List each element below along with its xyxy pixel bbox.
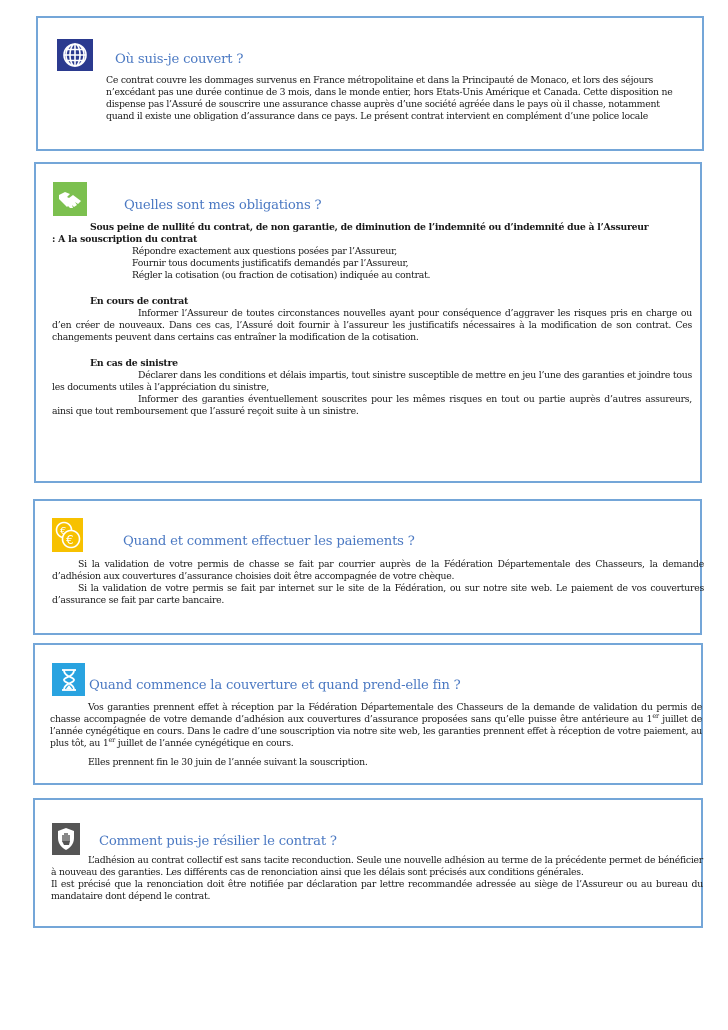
subsection-heading: : A la souscription du contrat — [52, 234, 198, 245]
paragraph: Elles prennent fin le 30 juin de l’année suivant la souscription. — [88, 757, 368, 768]
section-coverage-period — [33, 643, 703, 785]
svg-text:€: € — [59, 526, 66, 537]
section-title: Où suis-je couvert ? — [115, 52, 244, 67]
paragraph: Informer des garanties éventuellement souscrites pour les mêmes risques en tout ou partie auprès d’autres assureurs, ainsi que tout remboursement que l’assuré reçoit suite à un sinistre. — [52, 394, 692, 417]
hourglass-icon — [52, 663, 85, 696]
globe-icon — [57, 39, 93, 71]
shield-hand-icon — [52, 823, 80, 855]
section-payments — [33, 499, 702, 635]
text-part: juillet de l’année cynégétique en cours. — [115, 738, 294, 749]
section-body — [52, 559, 704, 607]
superscript: er — [652, 712, 659, 720]
section-coverage-area — [36, 16, 704, 151]
list-item: Régler la cotisation (ou fraction de cotisation) indiquée au contrat. — [132, 270, 431, 281]
list-item: Fournir tous documents justificatifs demandés par l’Assureur, — [132, 258, 409, 269]
section-title: Quelles sont mes obligations ? — [124, 198, 322, 213]
section-body — [51, 855, 703, 903]
obligations-intro: Sous peine de nullité du contrat, de non garantie, de diminution de l’indemnité ou d’indemnité due à l’Assureur — [90, 222, 649, 233]
paragraph: Informer l’Assureur de toutes circonstances nouvelles ayant pour conséquence d’aggraver les risques pris en charge ou d’en créer de nouveaux. Dans ces cas, l’Assuré doit fournir à l’assureur les justificatifs nécessaires à la modification de son contrat. Ces changements peuvent dans certains cas entraîner la modification de la cotisation. — [52, 308, 692, 343]
paragraph: Déclarer dans les conditions et délais impartis, tout sinistre susceptible de mettre en jeu l’une des garanties et joindre tous les documents utiles à l’appréciation du sinistre, — [52, 370, 692, 393]
superscript: er — [108, 736, 115, 744]
section-body — [50, 702, 702, 769]
paragraph: Ce contrat couvre les dommages survenus en France métropolitaine et dans la Principauté de Monaco, et lors des séjours n’excédant pas une durée continue de 3 mois, dans le monde entier, hors Etats-Unis Amérique et Canada. Cette disposition ne dispense pas l’Assuré de souscrire une assurance chasse auprès d’une société agréée dans le pays où il chasse, notamment quand il existe une obligation d’assurance dans ce pays. Le présent contrat intervient en complément d’une police locale — [106, 75, 673, 122]
subsection-heading: En cas de sinistre — [90, 358, 178, 369]
section-title: Quand et comment effectuer les paiements ? — [123, 534, 415, 549]
list-item: Répondre exactement aux questions posées par l’Assureur, — [132, 246, 398, 257]
handshake-icon — [53, 182, 87, 216]
coins-euro-icon — [52, 518, 83, 552]
paragraph — [50, 702, 702, 750]
subsection-heading: En cours de contrat — [90, 296, 189, 307]
section-obligations — [34, 162, 702, 483]
svg-text:€: € — [65, 533, 74, 547]
paragraph: Si la validation de votre permis de chasse se fait par courrier auprès de la Fédération Départementale des Chasseurs, la demande d’adhésion aux couvertures d’assurance choisies doit être accompagnée de votre chèque. — [52, 559, 704, 582]
paragraph: L’adhésion au contrat collectif est sans tacite reconduction. Seule une nouvelle adhésion au terme de la précédente permet de bénéficier à nouveau des garanties. Les différents cas de renonciation ainsi que les délais sont précisés aux conditions générales. — [51, 855, 703, 878]
paragraph: Si la validation de votre permis se fait par internet sur le site de la Fédération, ou sur notre site web. Le paiement de vos couvertures d’assurance se fait par carte bancaire. — [52, 583, 704, 606]
section-body — [52, 222, 692, 418]
section-title: Comment puis-je résilier le contrat ? — [99, 834, 337, 849]
section-body — [106, 75, 686, 123]
text-part: Vos garanties prennent effet à réception par la Fédération Départementale des Chasseurs de la demande de validation du permis de chasse accompagnée de votre demande d’adhésion aux couvertures d’assurance proposées sans qu’elle puisse être antérieure au 1 — [50, 702, 702, 725]
section-title: Quand commence la couverture et quand prend-elle fin ? — [89, 678, 461, 693]
section-termination — [33, 798, 703, 928]
text-part: juillet de l’année cynégétique en cours. Dans le cadre d’une souscription via notre site web, les garanties prennent effet à réception de votre paiement, au plus tôt, au 1 — [50, 714, 702, 749]
paragraph: Il est précisé que la renonciation doit être notifiée par déclaration par lettre recommandée adressée au siège de l’Assureur ou au bureau du mandataire dont dépend le contrat. — [51, 879, 703, 902]
